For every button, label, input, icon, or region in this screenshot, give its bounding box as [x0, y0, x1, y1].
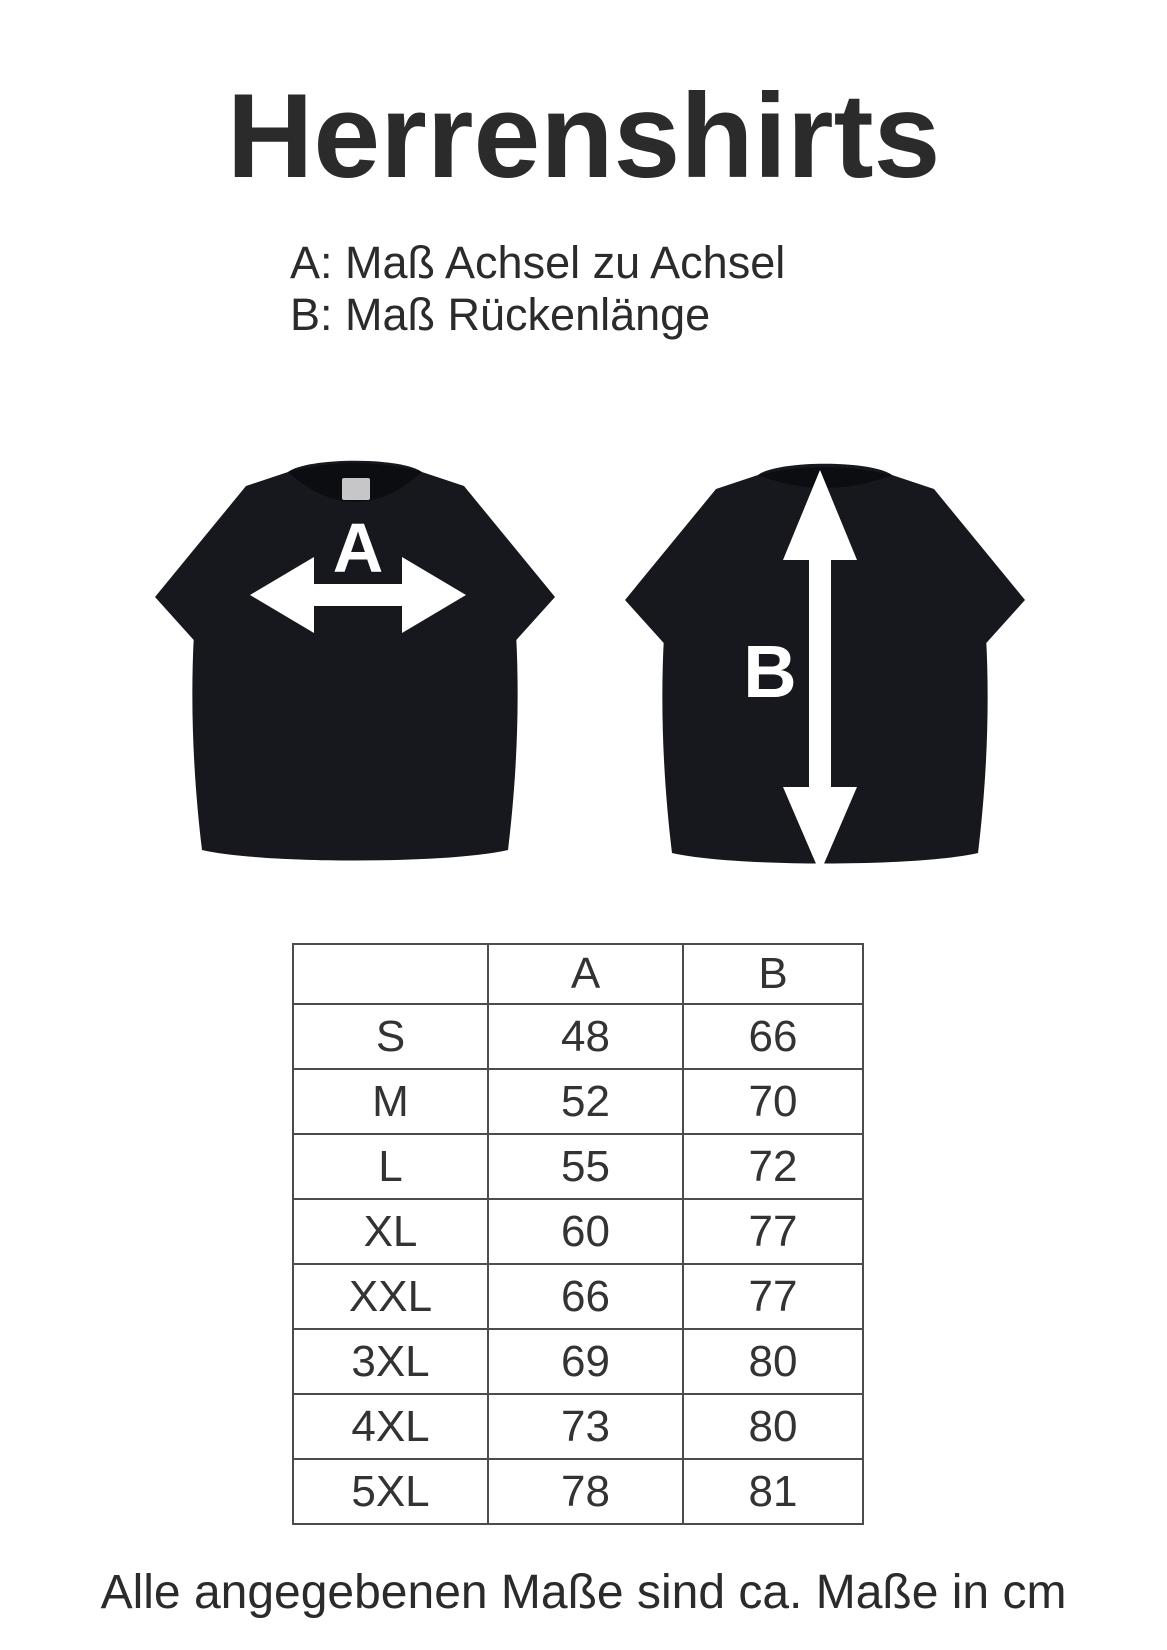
size-cell: 3XL: [293, 1329, 488, 1394]
tshirt-front-view: [130, 412, 590, 872]
b-value-cell: 81: [683, 1459, 863, 1524]
table-row: [293, 1394, 863, 1459]
footer-note: Alle angegebenen Maße sind ca. Maße in cm: [100, 1566, 1067, 1619]
tshirt-front-graphic: [130, 412, 590, 872]
size-cell: XL: [293, 1199, 488, 1264]
a-value-cell: 66: [488, 1264, 683, 1329]
table-row: [293, 1004, 863, 1069]
a-value-cell: 60: [488, 1199, 683, 1264]
tshirt-back-view: [600, 415, 1060, 875]
a-value-cell: 48: [488, 1004, 683, 1069]
b-value-cell: 72: [683, 1134, 863, 1199]
legend-line-b: B: Maß Rückenlänge: [290, 289, 711, 340]
a-value-cell: 78: [488, 1459, 683, 1524]
table-row: [293, 1069, 863, 1134]
header-cell-size: [293, 944, 488, 1004]
neck-label-tag: [342, 478, 370, 500]
a-value-cell: 73: [488, 1394, 683, 1459]
table-row: [293, 1134, 863, 1199]
measurement-letter-a: A: [332, 509, 384, 587]
legend-line-a: A: Maß Achsel zu Achsel: [290, 237, 786, 288]
size-cell: L: [293, 1134, 488, 1199]
b-value-cell: 70: [683, 1069, 863, 1134]
header-cell-a: A: [488, 944, 683, 1004]
b-value-cell: 66: [683, 1004, 863, 1069]
a-value-cell: 69: [488, 1329, 683, 1394]
header-cell-b: B: [683, 944, 863, 1004]
b-value-cell: 80: [683, 1329, 863, 1394]
tshirt-back-graphic: [600, 415, 1060, 875]
measurement-legend: [290, 237, 785, 341]
size-cell: M: [293, 1069, 488, 1134]
size-cell: S: [293, 1004, 488, 1069]
table-row: [293, 1329, 863, 1394]
measurement-letter-b: B: [743, 630, 797, 713]
a-value-cell: 55: [488, 1134, 683, 1199]
size-cell: 5XL: [293, 1459, 488, 1524]
a-value-cell: 52: [488, 1069, 683, 1134]
size-cell: XXL: [293, 1264, 488, 1329]
size-table: [292, 943, 864, 1525]
size-cell: 4XL: [293, 1394, 488, 1459]
b-value-cell: 77: [683, 1199, 863, 1264]
table-row: [293, 1264, 863, 1329]
page-title: Herrenshirts: [226, 69, 941, 203]
size-table-header-row: [293, 944, 863, 1004]
table-row: [293, 1459, 863, 1524]
b-value-cell: 80: [683, 1394, 863, 1459]
table-row: [293, 1199, 863, 1264]
b-value-cell: 77: [683, 1264, 863, 1329]
